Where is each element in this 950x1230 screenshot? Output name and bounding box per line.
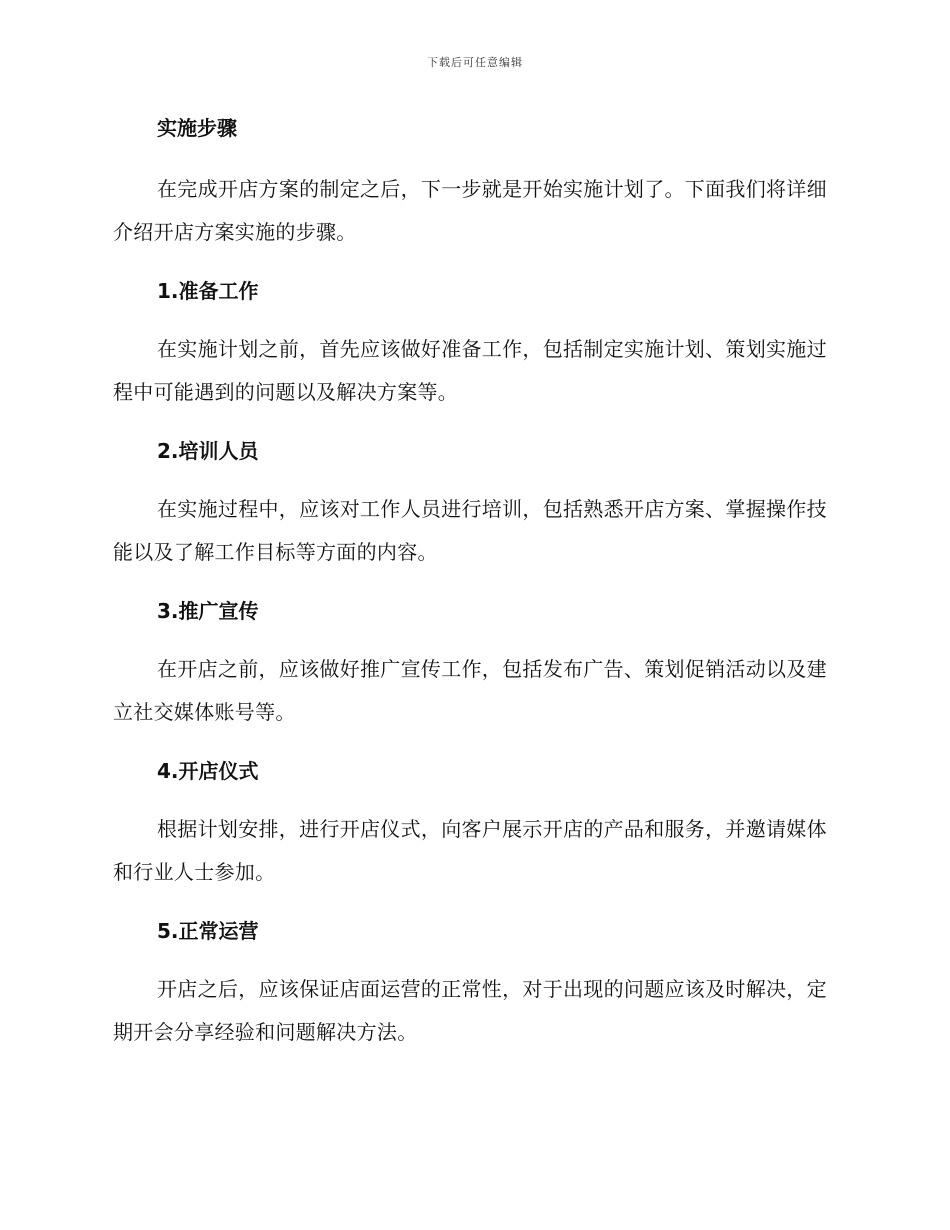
document-body <box>113 113 833 1054</box>
document-title: 实施步骤 <box>157 116 237 140</box>
section-body-4: 根据计划安排，进行开店仪式，向客户展示开店的产品和服务，并邀请媒体和行业人士参加。 <box>113 817 827 884</box>
section-body-1: 在实施计划之前，首先应该做好准备工作，包括制定实施计划、策划实施过程中可能遇到的问题以及解决方案等。 <box>113 337 827 404</box>
section-body-3: 在开店之前，应该做好推广宣传工作，包括发布广告、策划促销活动以及建立社交媒体账号等。 <box>113 657 827 724</box>
section-heading-1: 1.准备工作 <box>157 279 259 303</box>
section-heading-4: 4.开店仪式 <box>157 759 259 783</box>
section-body-2: 在实施过程中，应该对工作人员进行培训，包括熟悉开店方案、掌握操作技能以及了解工作目标等方面的内容。 <box>113 497 827 564</box>
page-header: 下载后可任意编辑 <box>427 56 523 69</box>
section-body-5: 开店之后，应该保证店面运营的正常性，对于出现的问题应该及时解决，定期开会分享经验和问题解决方法。 <box>113 977 827 1044</box>
section-heading-3: 3.推广宣传 <box>157 599 259 623</box>
section-heading-5: 5.正常运营 <box>157 919 259 943</box>
section-heading-2: 2.培训人员 <box>157 439 259 463</box>
intro-paragraph: 在完成开店方案的制定之后，下一步就是开始实施计划了。下面我们将详细介绍开店方案实施的步骤。 <box>113 177 827 244</box>
